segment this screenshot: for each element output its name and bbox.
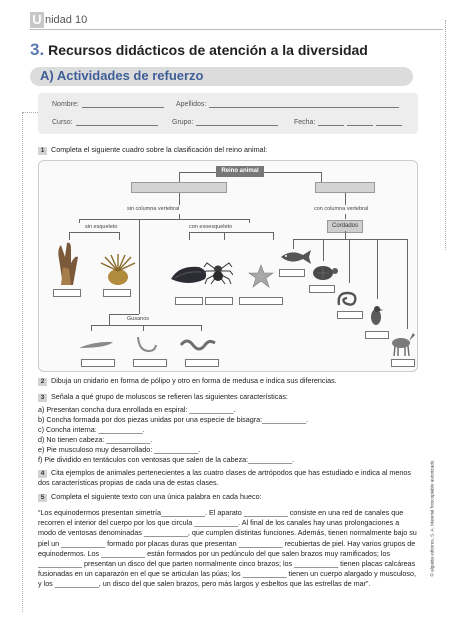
title-text: Recursos didácticos de atención a la diversidad bbox=[48, 42, 368, 58]
curso-label: Curso: bbox=[52, 119, 73, 126]
spider-image bbox=[203, 257, 233, 287]
tree-line bbox=[345, 214, 346, 219]
answer-box-earthworm[interactable] bbox=[185, 359, 219, 367]
student-info-box bbox=[38, 93, 418, 134]
question-5-text: Completa el siguiente texto con una única palabra en cada hueco: bbox=[51, 492, 262, 501]
curso-input[interactable] bbox=[76, 119, 158, 126]
curso-field bbox=[52, 119, 158, 126]
anemone-image bbox=[99, 253, 137, 285]
fecha-field bbox=[294, 119, 402, 126]
answer-box-turtle[interactable] bbox=[309, 285, 335, 293]
section-title: A) Actividades de refuerzo bbox=[40, 68, 204, 83]
sin-columna-label: sin columna vertebral bbox=[127, 206, 180, 212]
question-1 bbox=[38, 145, 267, 155]
tree-line bbox=[264, 172, 321, 173]
question-3 bbox=[38, 392, 288, 402]
question-1-text: Completa el siguiente cuadro sobre la clasificación del reino animal: bbox=[51, 145, 268, 154]
answer-box-sponge[interactable] bbox=[53, 289, 81, 297]
unit-label: nidad 10 bbox=[45, 13, 88, 26]
cordados-box: Cordados bbox=[327, 220, 363, 233]
grupo-input[interactable] bbox=[196, 119, 278, 126]
question-4-text: Cita ejemplos de animales pertenecientes a las cuatro clases de artrópodos que has estudiado e indica al menos dos características propias de cada una de estas clases. bbox=[38, 468, 411, 487]
q3-item-f: f) Pie dividido en tentáculos con ventosas que salen de la cabeza:___________. bbox=[38, 455, 295, 464]
apellidos-input[interactable] bbox=[209, 101, 399, 108]
tree-line bbox=[79, 219, 80, 223]
answer-box-deer[interactable] bbox=[391, 359, 415, 367]
fish-image bbox=[279, 249, 313, 265]
bird-image bbox=[365, 305, 387, 329]
tree-line bbox=[179, 172, 180, 182]
tree-line bbox=[249, 219, 250, 223]
answer-box-starfish[interactable] bbox=[239, 297, 283, 305]
tree-line bbox=[179, 172, 216, 173]
q3-item-e: e) Pie musculoso muy desarrollado: ___________. bbox=[38, 445, 201, 454]
tree-line bbox=[224, 232, 225, 240]
con-exoesqueleto-label: con exoesqueleto bbox=[189, 224, 233, 230]
question-2-number: 2 bbox=[38, 378, 47, 386]
answer-box-invertebrates[interactable] bbox=[131, 182, 227, 193]
tree-line bbox=[273, 232, 274, 240]
answer-box-vertebrates[interactable] bbox=[315, 182, 375, 193]
tree-line bbox=[377, 239, 378, 299]
tree-line bbox=[109, 314, 139, 315]
tree-line bbox=[323, 239, 324, 261]
tree-line bbox=[293, 239, 407, 240]
tree-line bbox=[69, 232, 119, 233]
fecha-day-input[interactable] bbox=[318, 119, 344, 126]
sin-esqueleto-label: sin esqueleto bbox=[85, 224, 118, 230]
tree-line bbox=[119, 232, 120, 240]
tree-line bbox=[179, 193, 180, 205]
tree-line bbox=[407, 239, 408, 329]
classification-tree bbox=[38, 160, 418, 372]
tree-line bbox=[293, 239, 294, 249]
unit-letter: U bbox=[30, 12, 44, 28]
answer-box-roundworm[interactable] bbox=[133, 359, 167, 367]
answer-box-bird[interactable] bbox=[365, 331, 389, 339]
fecha-month-input[interactable] bbox=[347, 119, 373, 126]
nombre-label: Nombre: bbox=[52, 101, 79, 108]
turtle-image bbox=[309, 263, 339, 283]
sponge-image bbox=[53, 239, 83, 285]
question-2 bbox=[38, 376, 337, 386]
section-band bbox=[30, 67, 413, 86]
con-columna-label: con columna vertebral bbox=[314, 206, 369, 212]
tree-line bbox=[321, 172, 322, 182]
tree-line bbox=[189, 232, 190, 240]
unit-tab bbox=[30, 10, 87, 29]
grupo-label: Grupo: bbox=[172, 119, 194, 126]
answer-box-spider[interactable] bbox=[205, 297, 233, 305]
starfish-image bbox=[248, 264, 274, 288]
question-3-text: Señala a qué grupo de moluscos se refieren las siguientes características: bbox=[51, 392, 288, 401]
roundworm-image bbox=[135, 333, 159, 355]
gusanos-label: Gusanos bbox=[127, 316, 150, 322]
question-1-number: 1 bbox=[38, 147, 47, 155]
question-5 bbox=[38, 492, 262, 502]
tree-line bbox=[109, 314, 110, 324]
apellidos-field bbox=[176, 101, 399, 108]
header-rule bbox=[30, 29, 443, 30]
copyright-text: © algaida editores, S. A. Material fotocopiable autorizado. bbox=[429, 459, 435, 577]
copyright-side-note bbox=[422, 438, 442, 598]
question-5-passage: “Los equinodermos presentan simetría___________. El aparato ___________ consiste en una red de canales que recorren el interior del cuerpo por los que circula ___________. Al final de los canales hay unas prolongaciones a modo de ventosas denominadas ___________, que cumplen distintas funciones. Además, tienen normalmente bajo su piel un ___________ formado por placas duras que presentan ___________ recubiertas de piel. Hay varios grupos de equinodermos. Los ___________ están formados por un pedúnculo del que salen brazos muy ramificados; los ___________ presentan un disco del que parten normalmente cinco brazos; los ___________ tienen placas calcáreas fusionadas en un caparazón en el que se articulan las púas; los ___________ tienen un cuerpo alargado y musculoso, y los ___________, un disco del que salen brazos, pero más largos y esbeltos que las estrellas de mar”. bbox=[38, 508, 417, 589]
snake-image bbox=[335, 287, 363, 309]
earthworm-image bbox=[179, 335, 219, 355]
question-4-number: 4 bbox=[38, 470, 47, 478]
tree-line bbox=[345, 193, 346, 205]
tree-line bbox=[349, 239, 350, 283]
answer-box-flatworm[interactable] bbox=[81, 359, 115, 367]
fecha-label: Fecha: bbox=[294, 119, 316, 126]
question-3-number: 3 bbox=[38, 394, 47, 402]
q3-item-b: b) Concha formada por dos piezas unidas por una especie de bisagra:___________. bbox=[38, 415, 309, 424]
frame-right bbox=[445, 20, 446, 250]
answer-box-snake[interactable] bbox=[337, 311, 363, 319]
q3-item-d: d) No tienen cabeza: ___________. bbox=[38, 435, 153, 444]
tree-line bbox=[345, 231, 346, 239]
title-number: 3. bbox=[30, 40, 45, 59]
q3-item-c: c) Concha interna: ___________. bbox=[38, 425, 145, 434]
tree-line bbox=[79, 219, 249, 220]
tree-line bbox=[109, 324, 110, 325]
tree-root-box: Reino animal bbox=[216, 166, 264, 177]
deer-image bbox=[387, 331, 417, 357]
tree-line bbox=[143, 325, 144, 331]
apellidos-label: Apellidos: bbox=[176, 101, 207, 108]
question-4 bbox=[38, 468, 420, 488]
frame-left bbox=[22, 112, 23, 612]
question-2-text: Dibuja un cnidario en forma de pólipo y otro en forma de medusa e indica sus diferencias. bbox=[51, 376, 337, 385]
question-3-items bbox=[38, 405, 418, 465]
nombre-input[interactable] bbox=[82, 101, 164, 108]
answer-box-mussel[interactable] bbox=[175, 297, 203, 305]
tree-line bbox=[189, 232, 273, 233]
q3-item-a: a) Presentan concha dura enrollada en espiral: ___________. bbox=[38, 405, 236, 414]
question-5-number: 5 bbox=[38, 494, 47, 502]
answer-box-fish[interactable] bbox=[279, 269, 305, 277]
page-title bbox=[30, 40, 368, 60]
nombre-field bbox=[52, 101, 164, 108]
tree-line bbox=[91, 325, 201, 326]
grupo-field bbox=[172, 119, 278, 126]
tree-line bbox=[139, 219, 140, 314]
answer-box-anemone[interactable] bbox=[103, 289, 131, 297]
tree-line bbox=[201, 325, 202, 331]
fecha-year-input[interactable] bbox=[376, 119, 402, 126]
tree-line bbox=[91, 325, 92, 331]
flatworm-image bbox=[77, 339, 115, 351]
